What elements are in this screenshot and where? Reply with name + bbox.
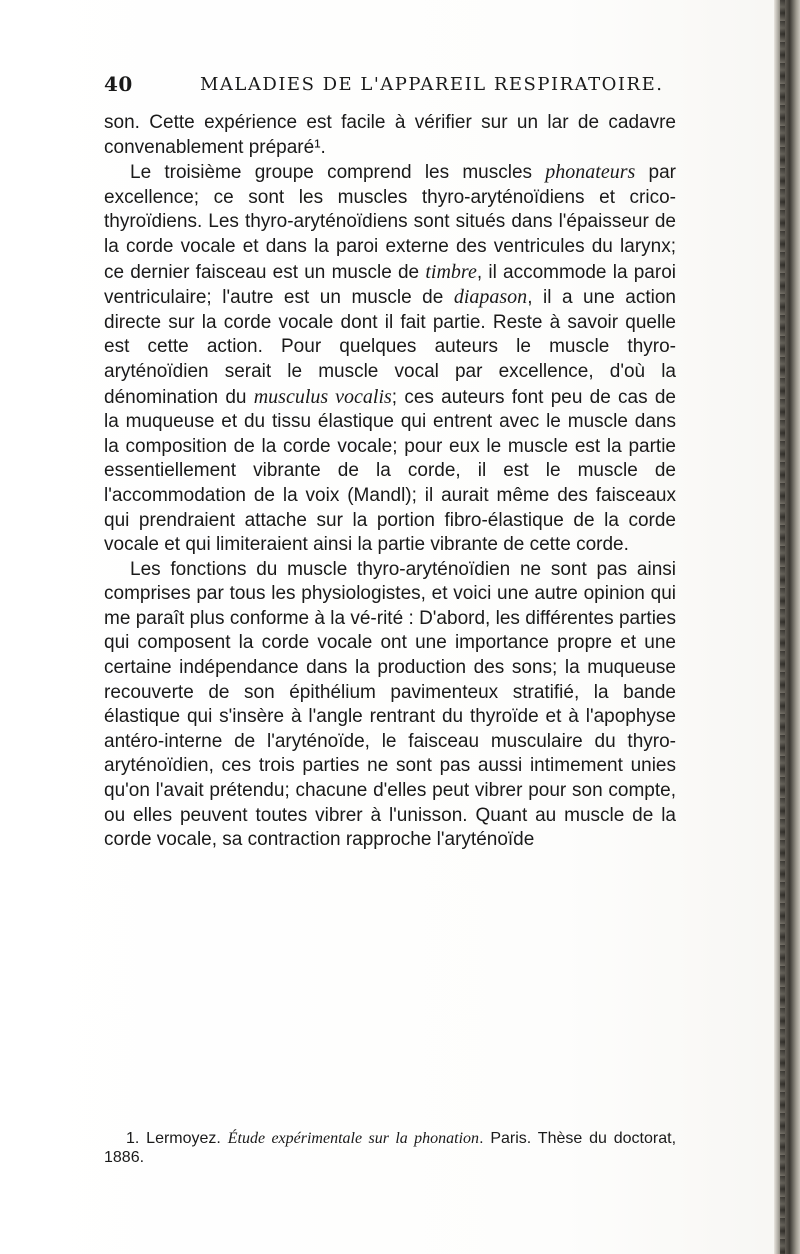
paragraph <box>104 160 676 558</box>
text-run: son. Cette expérience est facile à vérifier sur un lar de cadavre convenablement préparé¹. <box>104 112 676 158</box>
text-run: . Paris. Thèse du doctorat, 1886. <box>104 1130 677 1166</box>
page-number: 40 <box>104 72 133 96</box>
text-run: par excellence; ce sont les muscles thyro-aryténoïdiens et crico-thyroïdiens. Les thyro-aryténoïdiens sont situés dans l'épaisseur de la corde vocale et dans la paroi externe des ventricules du larynx; ce dernier faisceau est un muscle de <box>104 162 676 283</box>
italic-term: timbre <box>425 260 477 283</box>
body-text <box>104 111 676 853</box>
text-run: ; ces auteurs font peu de cas de la muqueuse et du tissu élastique qui entrent avec le muscle dans la composition de la corde vocale; pour eux le muscle est la partie essentiellement vibrante de la corde, il est le muscle de l'accommodation de la voix (Mandl); il aurait même des faisceaux qui prendraient attache sur la portion fibro-élastique de la corde vocale et qui limiteraient ainsi la partie vibrante de cette corde. <box>104 386 676 556</box>
paragraph <box>104 111 676 160</box>
text-run: Lermoyez. <box>139 1130 228 1147</box>
text-run: Le troisième groupe comprend les muscles <box>130 162 546 184</box>
italic-term: phonateurs <box>545 161 636 184</box>
paragraph <box>104 558 676 853</box>
running-title: MALADIES DE L'APPAREIL RESPIRATOIRE. <box>200 74 664 95</box>
binding-edge <box>774 0 800 1254</box>
text-run: , il accommode la paroi ventriculaire; l'autre est un muscle de <box>104 261 676 309</box>
italic-term: diapason <box>453 286 528 309</box>
page-header <box>104 72 664 102</box>
text-run: , il a une action directe sur la corde vocale dont il fait partie. Reste à savoir quelle est cette action. Pour quelques auteurs le muscle thyro-aryténoïdien serait le muscle vocal par excellence, d'où la dénomination du <box>104 287 676 408</box>
italic-term: Étude expérimentale sur la phonation <box>227 1130 480 1147</box>
footnote <box>104 1129 676 1167</box>
italic-term: musculus vocalis <box>253 385 392 408</box>
footnote-number: 1. <box>126 1130 140 1147</box>
footnote-text <box>104 1130 676 1166</box>
text-run: Les fonctions du muscle thyro-aryténoïdien ne sont pas ainsi comprises par tous les physiologistes, et voici une autre opinion qui me paraît plus conforme à la vé-rité : D'abord, les différentes parties qui composent la corde vocale ont une importance propre et une certaine indépendance dans la production des sons; la muqueuse recouverte de son épithélium pavimenteux stratifié, la bande élastique qui s'insère à l'angle rentrant du thyroïde et à l'apophyse antéro-interne de l'aryténoïde, le faisceau musculaire du thyro-aryténoïdien, ces trois parties ne sont pas aussi intimement unies qu'on l'avait prétendu; chacune d'elles peut vibrer pour son compte, ou elles peuvent toutes vibrer à l'unisson. Quant au muscle de la corde vocale, sa contraction rapproche l'aryténoïde <box>104 558 676 851</box>
